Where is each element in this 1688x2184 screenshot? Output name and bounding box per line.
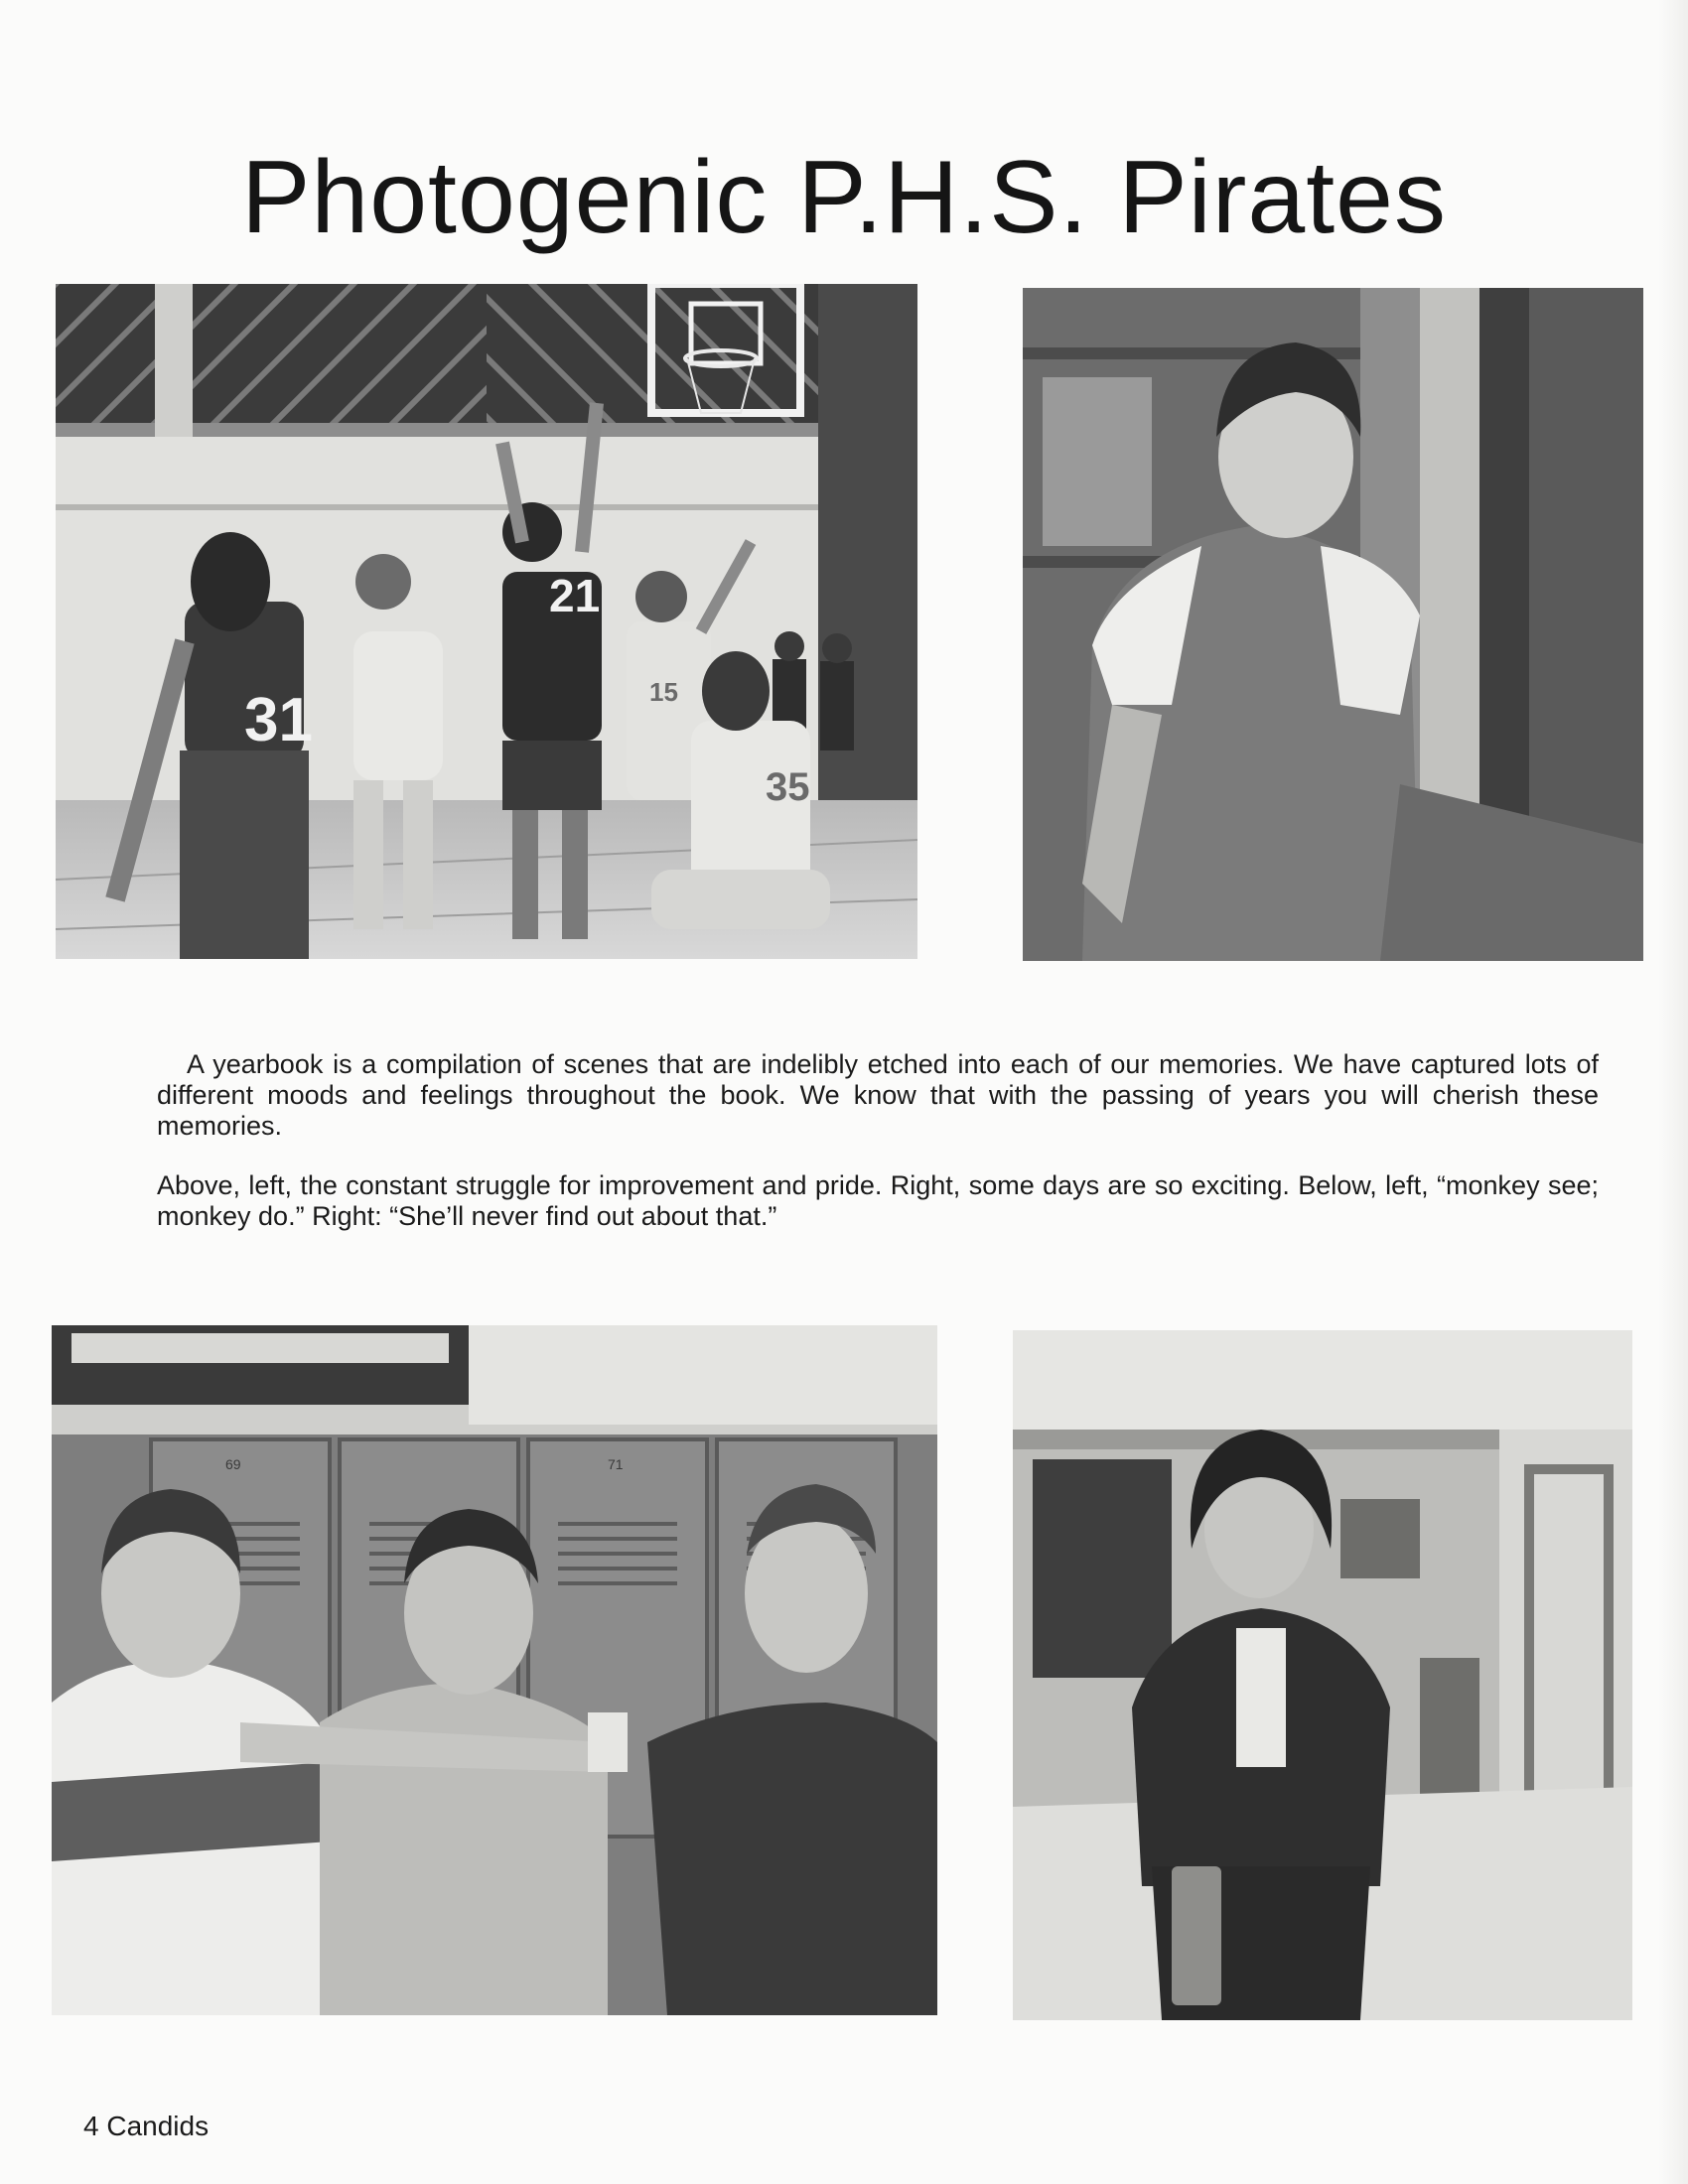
page-edge — [1658, 0, 1688, 2184]
caption-paragraph-intro: A yearbook is a compilation of scenes that are indelibly etched into each of our memories. We have captured lots of different moods and feelings throughout the book. We know that with the passing of years you will cherish these memories. — [157, 1049, 1599, 1141]
locker-number-69: 69 — [225, 1456, 241, 1472]
boys-at-lockers-photo — [52, 1325, 937, 2015]
girl-in-hallway-photo — [1013, 1330, 1632, 2020]
jersey-number-31: 31 — [244, 686, 313, 754]
page-folio: 4 Candids — [83, 2111, 210, 2141]
jersey-number-35: 35 — [766, 765, 810, 809]
boy-in-doorway-photo — [1023, 288, 1643, 961]
basketball-game-photo — [56, 284, 917, 959]
caption-text — [157, 1049, 1599, 1232]
jersey-number-15: 15 — [649, 677, 678, 707]
locker-number-71: 71 — [608, 1456, 624, 1472]
jersey-number-21: 21 — [549, 570, 601, 621]
caption-paragraph-photo-notes: Above, left, the constant struggle for improvement and pride. Right, some days are so exciting. Below, left, “monkey see; monkey do.” Right: “She’ll never find out about that.” — [157, 1170, 1599, 1231]
page-title: Photogenic P.H.S. Pirates — [241, 140, 1447, 255]
